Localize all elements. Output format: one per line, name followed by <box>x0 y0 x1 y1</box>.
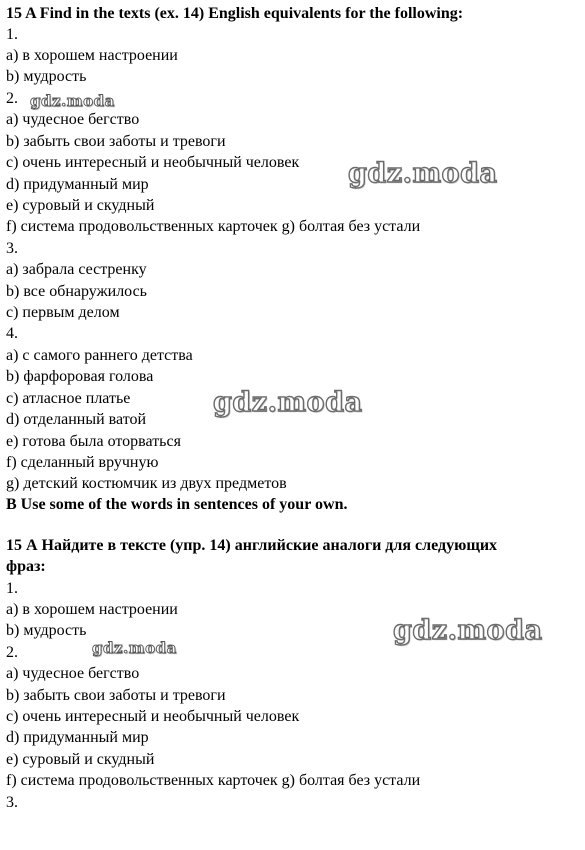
watermark: gdz.moda <box>30 92 115 110</box>
list-item: b) забыть свои заботы и тревоги <box>6 687 226 704</box>
list-item: b) фарфоровая голова <box>6 368 154 385</box>
exercise-heading-ru: 15 А Найдите в тексте (упр. 14) английские аналоги для следующих <box>6 537 498 554</box>
list-item: b) все обнаружилось <box>6 283 147 300</box>
item-number: 2. <box>6 90 18 107</box>
list-item: d) отделанный ватой <box>6 411 147 428</box>
item-number: 2. <box>6 644 18 661</box>
item-number: 3. <box>6 794 18 811</box>
item-number: 1. <box>6 26 18 43</box>
list-item: а) с самого раннего детства <box>6 347 193 364</box>
list-item: е) суровый и скудный <box>6 751 155 768</box>
list-item: f) система продовольственных карточек g) болтая без устали <box>6 772 421 789</box>
list-item: f) сделанный вручную <box>6 454 159 471</box>
list-item: с) очень интересный и необычный человек <box>6 154 300 171</box>
list-item: а) чудесное бегство <box>6 111 140 128</box>
list-item: а) чудесное бегство <box>6 665 140 682</box>
list-item: а) в хорошем настроении <box>6 601 178 618</box>
exercise-heading-en: 15 A Find in the texts (ex. 14) English equivalents for the following: <box>6 5 464 22</box>
list-item: b) забыть свои заботы и тревоги <box>6 133 226 150</box>
watermark: gdz.moda <box>348 158 498 189</box>
list-item: d) придуманный мир <box>6 729 149 746</box>
list-item: b) мудрость <box>6 68 87 85</box>
list-item: a) в хорошем настроении <box>6 47 178 64</box>
exercise-heading-ru-cont: фраз: <box>6 558 46 575</box>
list-item: g) детский костюмчик из двух предметов <box>6 475 287 492</box>
item-number: 4. <box>6 325 18 342</box>
watermark: gdz.moda <box>393 615 543 646</box>
list-item: d) придуманный мир <box>6 176 149 193</box>
watermark: gdz.moda <box>213 387 363 418</box>
list-item: с) первым делом <box>6 304 120 321</box>
item-number: 3. <box>6 240 18 257</box>
list-item: с) атласное платье <box>6 390 131 407</box>
list-item: е) готова была оторваться <box>6 433 181 450</box>
list-item: а) забрала сестренку <box>6 261 147 278</box>
watermark: gdz.moda <box>92 639 177 657</box>
list-item: с) очень интересный и необычный человек <box>6 708 300 725</box>
list-item: е) суровый и скудный <box>6 197 155 214</box>
task-b-heading: B Use some of the words in sentences of your own. <box>6 496 348 513</box>
list-item: f) система продовольственных карточек g) болтая без устали <box>6 218 421 235</box>
list-item: b) мудрость <box>6 622 87 639</box>
item-number: 1. <box>6 580 18 597</box>
